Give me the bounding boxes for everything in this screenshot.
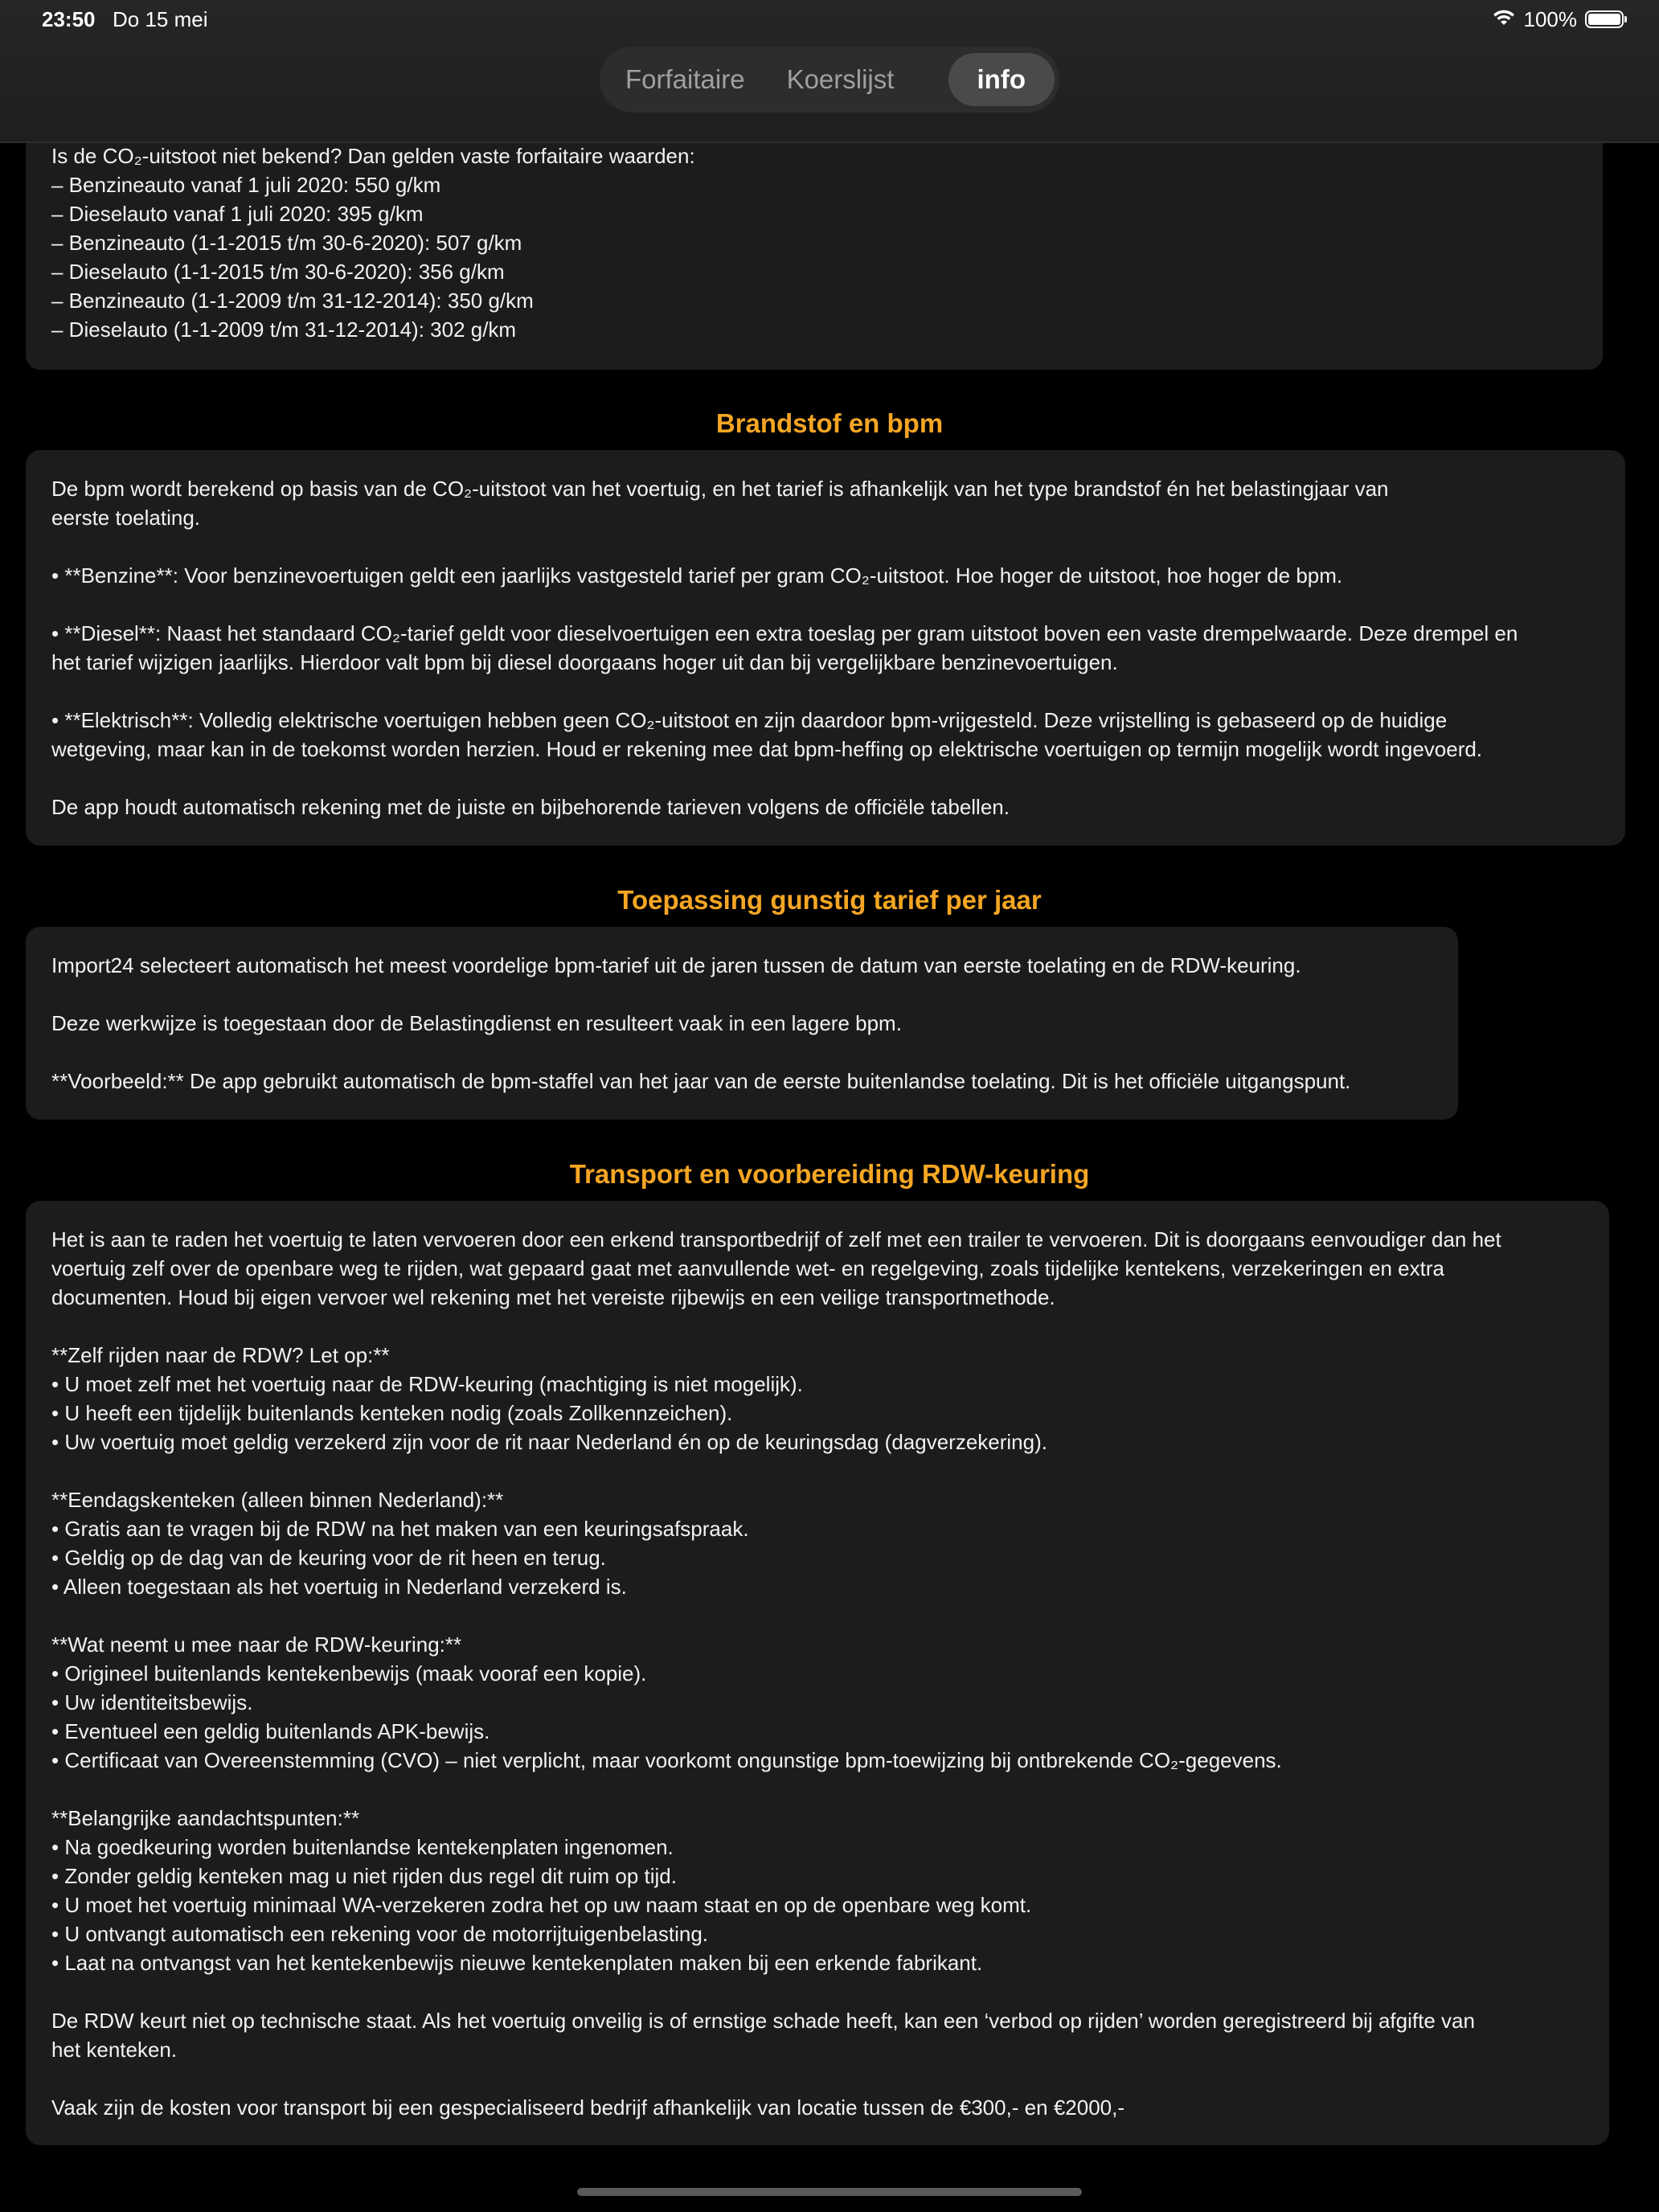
battery-icon [1585,10,1624,28]
brandstof-paragraph: • **Benzine**: Voor benzinevoertuigen geldt een jaarlijks vastgesteld tarief per gram CO₂-uitstoot. Hoe hoger de uitstoot, hoe hoger de bpm. [51,563,1343,588]
toepassing-paragraph: Deze werkwijze is toegestaan door de Belastingdienst en resulteert vaak in een lagere bpm. [51,1011,902,1035]
forfaitaire-line: – Dieselauto (1-1-2009 t/m 31-12-2014): 302 g/km [51,317,517,342]
brandstof-paragraph: De bpm wordt berekend op basis van de CO₂-uitstoot van het voertuig, en het tarief is afhankelijk van het type brandstof én het belastingjaar van eerste toelating. [51,477,1389,530]
toepassing-card [26,927,1458,1120]
status-date: Do 15 mei [113,7,208,31]
toepassing-paragraph: **Voorbeeld:** De app gebruikt automatisch de bpm-staffel van het jaar van de eerste buitenlandse toelating. Dit is het officiële uitgangspunt. [51,1069,1351,1093]
transport-paragraph: Vaak zijn de kosten voor transport bij een gespecialiseerd bedrijf afhankelijk van locatie tussen de €300,- en €2000,- [51,2095,1125,2120]
transport-paragraph: Het is aan te raden het voertuig te laten vervoeren door een erkend transportbedrijf of zelf met een trailer te vervoeren. Dit is doorgaans eenvoudiger dan het voertuig zelf over de openbare weg te rijden, wat gepaard gaat met aanvullende wet- en regelgeving, zoals tijdelijke kentekens, verzekeringen en extra documenten. Houd bij eigen vervoer wel rekening met het vereiste rijbewijs en een veilige transportmethode. [51,1227,1501,1309]
forfaitaire-line: – Benzineauto (1-1-2015 t/m 30-6-2020): 507 g/km [51,231,522,255]
transport-card [26,1201,1609,2145]
tab-koerslijst[interactable]: Koerslijst [786,64,895,94]
forfaitaire-line: – Dieselauto (1-1-2015 t/m 30-6-2020): 356 g/km [51,260,505,284]
section-title-brandstof: Brandstof en bpm [715,408,944,438]
tab-info[interactable]: info [948,53,1055,106]
tab-forfaitaire[interactable]: Forfaitaire [625,64,745,94]
transport-paragraph: **Eendagskenteken (alleen binnen Nederland):** • Gratis aan te vragen bij de RDW na het maken van een keuringsafspraak. • Geldig op de dag van de keuring voor de rit heen en terug. • Alleen toegestaan als het voertuig in Nederland verzekerd is. [51,1488,749,1599]
forfaitaire-line: – Benzineauto (1-1-2009 t/m 31-12-2014): 350 g/km [51,289,534,313]
section-title-transport: Transport en voorbereiding RDW-keuring [569,1159,1090,1189]
transport-paragraph: De RDW keurt niet op technische staat. Als het voertuig onveilig is of ernstige schade heeft, kan een ‘verbod op rijden’ worden geregistreerd bij afgifte van het kenteken. [51,2009,1475,2062]
top-bar [0,0,1659,143]
home-indicator[interactable] [577,2188,1082,2196]
status-time: 23:50 [42,7,96,31]
transport-paragraph: **Zelf rijden naar de RDW? Let op:** • U moet zelf met het voertuig naar de RDW-keuring (machtiging is niet mogelijk). • U heeft een tijdelijk buitenlands kenteken nodig (zoals Zollkennzeichen). • Uw voertuig moet geldig verzekerd zijn voor de rit naar Nederland én op de keuringsdag (dagverzekering). [51,1343,1047,1454]
brandstof-card [26,450,1625,846]
transport-paragraph: **Belangrijke aandachtspunten:** • Na goedkeuring worden buitenlandse kentekenplaten ingenomen. • Zonder geldig kenteken mag u niet rijden dus regel dit ruim op tijd. • U moet het voertuig minimaal WA-verzekeren zodra het op uw naam staat en op de openbare weg komt. • U ontvangt automatisch een rekening voor de motorrijtuigenbelasting. • Laat na ontvangst van het kentekenbewijs nieuwe kentekenplaten maken bij een erkende fabrikant. [51,1806,1032,1975]
transport-paragraph: **Wat neemt u mee naar de RDW-keuring:** • Origineel buitenlands kentekenbewijs (maak vooraf een kopie). • Uw identiteitsbewijs. • Eventueel een geldig buitenlands APK-bewijs. • Certificaat van Overeenstemming (CVO) – niet verplicht, maar voorkomt ongunstige bpm-toewijzing bij ontbrekende CO₂-gegevens. [51,1632,1282,1772]
brandstof-paragraph: • **Elektrisch**: Volledig elektrische voertuigen hebben geen CO₂-uitstoot en zijn daardoor bpm-vrijgesteld. Deze vrijstelling is gebaseerd op de huidige wetgeving, maar kan in de toekomst worden herzien. Houd er rekening mee dat bpm-heffing op elektrische voertuigen op termijn mogelijk wordt ingevoerd. [51,708,1483,761]
tab-switcher [600,47,1059,113]
brandstof-paragraph: • **Diesel**: Naast het standaard CO₂-tarief geldt voor dieselvoertuigen een extra toeslag per gram uitstoot boven een vaste drempelwaarde. Deze drempel en het tarief wijzigen jaarlijks. Hierdoor valt bpm bij diesel doorgaans hoger uit dan bij vergelijkbare benzinevoertuigen. [51,621,1518,674]
battery-percentage: 100% [1523,7,1577,31]
section-title-toepassing: Toepassing gunstig tarief per jaar [617,885,1042,915]
brandstof-paragraph: De app houdt automatisch rekening met de juiste en bijbehorende tarieven volgens de officiële tabellen. [51,795,1010,819]
toepassing-paragraph: Import24 selecteert automatisch het meest voordelige bpm-tarief uit de jaren tussen de datum van eerste toelating en de RDW-keuring. [51,953,1301,977]
forfaitaire-line: – Dieselauto vanaf 1 juli 2020: 395 g/km [51,202,424,226]
forfaitaire-line: – Benzineauto vanaf 1 juli 2020: 550 g/km [51,173,441,197]
wifi-icon [1492,8,1516,31]
status-indicators [1492,5,1624,34]
forfaitaire-line: Is de CO₂-uitstoot niet bekend? Dan gelden vaste forfaitaire waarden: [51,144,695,168]
